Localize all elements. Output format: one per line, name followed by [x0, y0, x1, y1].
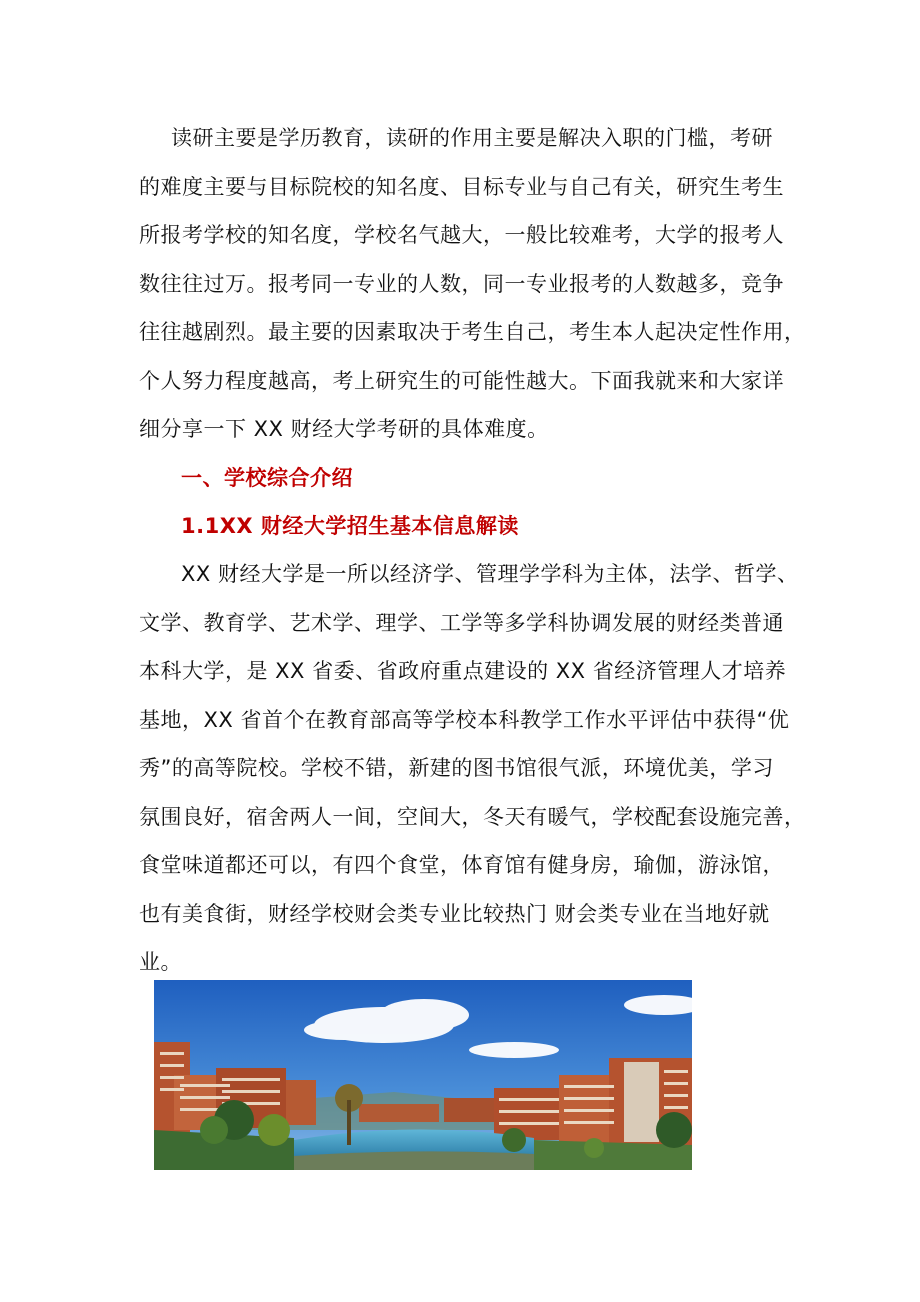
- text-line: 往往越剧烈。最主要的因素取决于考生自己，考生本人起决定性作用，: [139, 320, 806, 344]
- shore: [294, 1151, 534, 1170]
- text-line: 细分享一下 XX 财经大学考研的具体难度。: [139, 417, 549, 441]
- text-line: 的难度主要与目标院校的知名度、目标专业与自己有关，研究生考生: [139, 174, 784, 199]
- text-line: 个人努力程度越高，考上研究生的可能性越大。下面我就来和大家详: [139, 368, 784, 393]
- campus-photo-illustration: [154, 980, 692, 1170]
- text-line: 读研主要是学历教育，读研的作用主要是解决入职的门槛，考研: [171, 126, 773, 150]
- intro-paragraph: [139, 114, 819, 454]
- text-line: 文学、教育学、艺术学、理学、工学等多学科协调发展的财经类普通: [139, 610, 784, 635]
- text-line: 氛围良好，宿舍两人一间，空间大，冬天有暖气，学校配套设施完善，: [139, 804, 806, 829]
- text-line: 基地，XX 省首个在教育部高等学校本科教学工作水平评估中获得“优: [139, 707, 790, 732]
- section-heading: 一、学校综合介绍: [181, 466, 353, 490]
- text-line: 本科大学，是 XX 省委、省政府重点建设的 XX 省经济管理人才培养: [139, 659, 787, 683]
- campus-photo: [154, 980, 692, 1170]
- text-line: 数往往过万。报考同一专业的人数，同一专业报考的人数越多，竞争: [139, 271, 784, 296]
- text-line: XX 财经大学是一所以经济学、管理学学科为主体，法学、哲学、: [181, 562, 799, 586]
- text-line: 所报考学校的知名度，学校名气越大，一般比较难考，大学的报考人: [139, 223, 784, 247]
- text-line: 食堂味道都还可以，有四个食堂，体育馆有健身房，瑜伽，游泳馆，: [139, 853, 784, 877]
- subsection-heading: 1.1XX 财经大学招生基本信息解读: [181, 514, 519, 538]
- school-intro-paragraph: [139, 550, 819, 987]
- text-line: 业。: [139, 950, 182, 974]
- text-line: 也有美食街，财经学校财会类专业比较热门 财会类专业在当地好就: [139, 901, 770, 926]
- text-line: 秀”的高等院校。学校不错，新建的图书馆很气派，环境优美，学习: [139, 756, 774, 780]
